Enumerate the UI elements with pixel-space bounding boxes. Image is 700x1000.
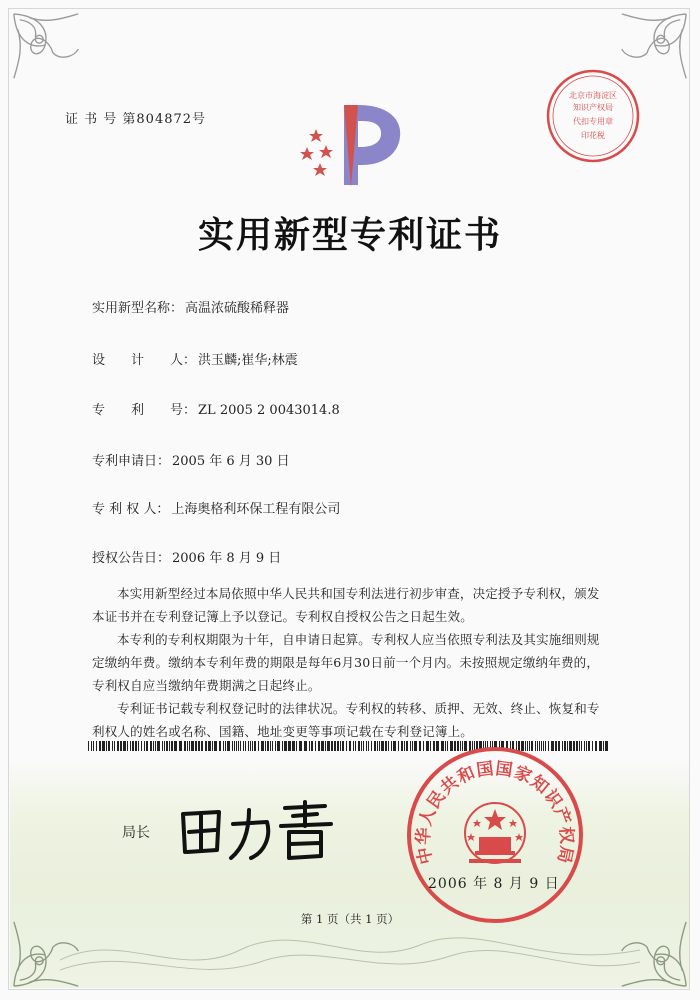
- barcode-bar: [225, 741, 226, 751]
- barcode-bar: [393, 741, 396, 751]
- grant-announcement-date-field: [92, 547, 281, 566]
- barcode-bar: [245, 741, 246, 751]
- patentee-field: [92, 498, 340, 517]
- barcode-bar: [605, 741, 608, 751]
- barcode-bar: [171, 741, 173, 751]
- barcode-bar: [353, 741, 354, 751]
- barcode-bar: [108, 741, 110, 751]
- patent-office-emblem: [296, 97, 406, 197]
- barcode-bar: [212, 741, 213, 751]
- document-title: 实用新型专利证书: [197, 214, 502, 256]
- svg-text:北京市海淀区: 北京市海淀区: [569, 91, 617, 100]
- barcode-bar: [120, 741, 122, 751]
- barcode-bar: [93, 741, 94, 751]
- barcode-bar: [201, 741, 203, 751]
- barcode-bar: [155, 741, 156, 751]
- barcode-bar: [292, 741, 295, 751]
- barcode-bar: [184, 741, 186, 751]
- barcode-bar: [114, 741, 115, 751]
- barcode-bar: [361, 741, 362, 751]
- barcode-bar: [236, 741, 237, 751]
- barcode-bar: [91, 741, 92, 751]
- barcode-bar: [162, 741, 163, 751]
- barcode-bar: [327, 741, 330, 751]
- barcode-bar: [258, 741, 259, 751]
- barcode-bar: [99, 741, 101, 751]
- barcode-bar: [355, 741, 356, 751]
- barcode-bar: [141, 741, 142, 751]
- barcode-bar: [592, 741, 593, 751]
- barcode-bar: [243, 741, 244, 751]
- barcode-bar: [588, 741, 590, 751]
- field-value: 2006 年 8 月 9 日: [172, 551, 282, 566]
- barcode-bar: [169, 741, 170, 751]
- barcode-bar: [135, 741, 137, 751]
- barcode-bar: [179, 741, 182, 751]
- barcode-bar: [311, 741, 313, 751]
- barcode-bar: [331, 741, 333, 751]
- barcode-bar: [595, 741, 597, 751]
- barcode-bar: [296, 741, 297, 751]
- barcode-bar: [401, 741, 403, 751]
- barcode-bar: [238, 741, 239, 751]
- barcode-bar: [208, 741, 211, 751]
- barcode-bar: [385, 741, 387, 751]
- barcode-bar: [189, 741, 190, 751]
- barcode-bar: [248, 741, 249, 751]
- barcode-bar: [371, 741, 372, 751]
- field-label: 实用新型名称：: [92, 301, 184, 316]
- barcode-bar: [138, 741, 139, 751]
- barcode-bar: [88, 741, 89, 751]
- barcode-bar: [174, 741, 177, 751]
- corner-ornament-top-left: [10, 10, 88, 88]
- barcode-bar: [366, 741, 367, 751]
- field-label: 授权公告日：: [92, 551, 171, 566]
- svg-text:中华人民共和国国家知识产权局: 中华人民共和国国家知识产权局: [413, 758, 577, 866]
- barcode-bar: [270, 741, 271, 751]
- barcode-bar: [272, 741, 273, 751]
- svg-text:知识产权局: 知识产权局: [573, 103, 613, 112]
- barcode-bar: [250, 741, 251, 751]
- barcode-bar: [265, 741, 266, 751]
- barcode-bar: [275, 741, 276, 751]
- barcode-bar: [102, 741, 105, 751]
- barcode-bar: [223, 741, 224, 751]
- barcode-bar: [381, 741, 384, 751]
- barcode-bar: [232, 741, 233, 751]
- barcode-bar: [166, 741, 168, 751]
- barcode-bar: [363, 741, 364, 751]
- field-value: ZL 2005 2 0043014.8: [198, 403, 340, 418]
- barcode-bar: [240, 741, 241, 751]
- barcode-bar: [304, 741, 307, 751]
- barcode-bar: [150, 741, 152, 751]
- utility-model-name-field: [92, 297, 289, 316]
- field-value: 高温浓硫酸稀释器: [185, 301, 290, 316]
- field-value: 洪玉麟;崔华;林震: [198, 353, 298, 368]
- sipo-official-seal: [405, 745, 585, 925]
- barcode-bar: [219, 741, 221, 751]
- barcode-bar: [144, 741, 145, 751]
- barcode-bar: [127, 741, 128, 751]
- barcode-bar: [123, 741, 126, 751]
- barcode-bar: [254, 741, 256, 751]
- barcode-bar: [146, 741, 148, 751]
- patent-number-field: [92, 399, 340, 418]
- barcode-bar: [153, 741, 154, 751]
- barcode-bar: [267, 741, 269, 751]
- barcode-bar: [112, 741, 113, 751]
- barcode-bar: [261, 741, 264, 751]
- barcode-bar: [586, 741, 587, 751]
- barcode-bar: [195, 741, 197, 751]
- barcode-bar: [157, 741, 160, 751]
- barcode-bar: [234, 741, 235, 751]
- barcode-bar: [132, 741, 134, 751]
- barcode-bar: [288, 741, 291, 751]
- barcode-bar: [214, 741, 217, 751]
- paragraph: 专利证书记载专利权登记时的法律状况。专利权的转移、质押、无效、终止、恢复和专利权人的姓名或名称、国籍、地址变更等事项记载在专利登记簿上。: [92, 701, 600, 739]
- barcode-bar: [340, 741, 341, 751]
- barcode-bar: [164, 741, 165, 751]
- barcode-bar: [337, 741, 339, 751]
- svg-text:印花税: 印花税: [581, 131, 605, 140]
- application-date-field: [92, 450, 290, 469]
- barcode-bar: [277, 741, 280, 751]
- barcode-bar: [106, 741, 107, 751]
- barcode-bar: [321, 741, 324, 751]
- barcode-bar: [368, 741, 369, 751]
- barcode-bar: [299, 741, 302, 751]
- barcode-bar: [325, 741, 326, 751]
- barcode-bar: [346, 741, 347, 751]
- barcode-bar: [398, 741, 399, 751]
- barcode-bar: [309, 741, 310, 751]
- director-signature: [175, 796, 345, 866]
- paragraph: 本专利的专利权期限为十年，自申请日起算。专利权人应当依照专利法及其实施细则规定缴纳年费。缴纳本专利年费的期限是每年6月30日前一个月内。未按照规定缴纳年费的，专利权自应当缴纳年费期满之日起终止。: [92, 632, 600, 693]
- field-value: 2005 年 6 月 30 日: [172, 454, 290, 469]
- certificate-number: 证 书 号 第804872号: [65, 112, 207, 127]
- barcode-bar: [358, 741, 360, 751]
- field-label: 专 利 权 人：: [92, 502, 170, 517]
- barcode-bar: [349, 741, 351, 751]
- barcode-bar: [96, 741, 97, 751]
- barcode-bar: [187, 741, 188, 751]
- barcode-bar: [334, 741, 336, 751]
- barcode-bar: [377, 741, 378, 751]
- svg-text:代扣专用章: 代扣专用章: [573, 117, 613, 126]
- barcode-bar: [374, 741, 376, 751]
- barcode-bar: [205, 741, 207, 751]
- field-label: 专利申请日：: [92, 454, 171, 469]
- barcode-bar: [318, 741, 320, 751]
- barcode-bar: [130, 741, 131, 751]
- barcode-bar: [391, 741, 392, 751]
- barcode-bar: [191, 741, 194, 751]
- barcode-bar: [284, 741, 287, 751]
- field-label: 专 利 号：: [92, 403, 197, 418]
- barcode-bar: [388, 741, 389, 751]
- field-value: 上海奥格利环保工程有限公司: [171, 502, 341, 517]
- page-number: 第 1 页（共 1 页）: [300, 912, 400, 926]
- barcode-bar: [379, 741, 380, 751]
- chief-label: 局长: [122, 825, 150, 841]
- field-label: 设 计 人：: [92, 353, 197, 368]
- paragraph: 本实用新型经过本局依照中华人民共和国专利法进行初步审查，决定授予专利权，颁发本证书并在专利登记簿上予以登记。专利权自授权公告之日起生效。: [92, 586, 600, 624]
- certificate-body-text: [92, 582, 602, 743]
- barcode-bar: [252, 741, 253, 751]
- tax-stamp-seal: [545, 68, 641, 164]
- issue-date: 2006 年 8 月 9 日: [428, 876, 560, 892]
- barcode-bar: [599, 741, 602, 751]
- barcode-bar: [117, 741, 119, 751]
- barcode-bar: [198, 741, 200, 751]
- barcode-bar: [227, 741, 230, 751]
- designer-field: [92, 349, 298, 368]
- barcode-bar: [282, 741, 283, 751]
- barcode-bar: [342, 741, 344, 751]
- barcode-bar: [315, 741, 316, 751]
- barcode-bar: [603, 741, 604, 751]
